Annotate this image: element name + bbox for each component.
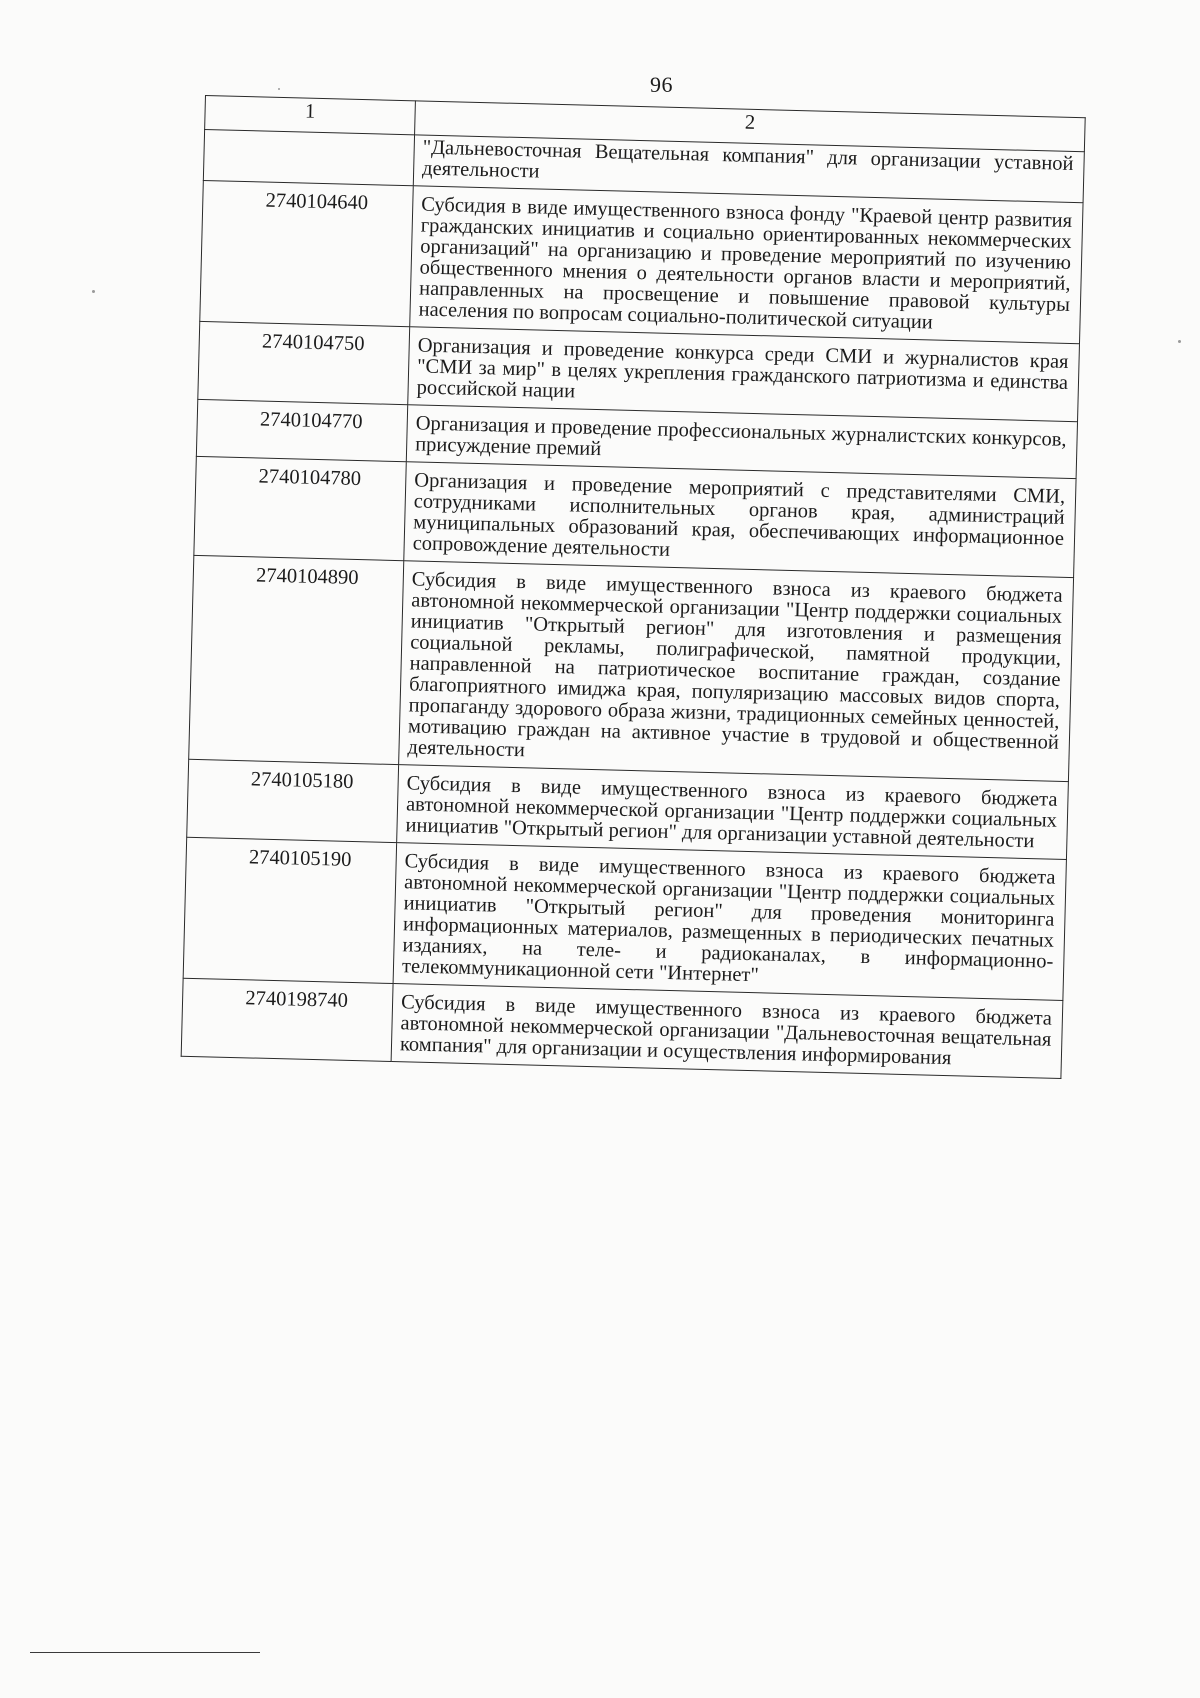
table-row [183,837,1066,1000]
row-code: 2740104780 [194,456,406,560]
row-code: 2740104640 [200,180,414,326]
row-code: 2740104770 [196,399,407,461]
scan-speck [92,290,95,293]
row-description: Субсидия в виде имущественного взноса фонду "Краевой центр развития гражданских инициатив и социально ориентированных некоммерческих организаций" на организацию и проведение мероприятий по изучению общественного мнения о деятельности органов власти и мероприятий, направленных на просвещение и повышение правовой культуры населения по вопросам социально-политической ситуации [410,186,1083,344]
row-description: Субсидия в виде имущественного взноса из краевого бюджета автономной некоммерческой организации "Центр поддержки социальных инициатив "Открытый регион" для организации уставной деятельности [397,765,1069,860]
footnote-rule [30,1652,260,1653]
budget-table-container [181,95,1085,1079]
row-description: Субсидия в виде имущественного взноса из краевого бюджета автономной некоммерческой организации "Центр поддержки социальных инициатив "Открытый регион" для изготовления и размещения социальной рекламы, полиграфической, памятной продукции, направленной на патриотическое воспитание граждан, создание благоприятного имиджа края, популяризацию массовых видов спорта, пропаганду здорового образа жизни, традиционных семейных ценностей, мотивацию граждан на активное участие в трудовой и общественной деятельности [399,561,1074,782]
row-description: Организация и проведение конкурса среди СМИ и журналистов края "СМИ за мир" в целях укрепления гражданского патриотизма и единства российской нации [408,327,1080,422]
row-description: Организация и проведение профессиональных журналистских конкурсов, присуждение премий [406,405,1077,479]
scan-speck [278,88,280,90]
header-col-1: 1 [205,96,416,135]
table-row [200,180,1083,343]
row-code: 2740104890 [189,555,404,764]
row-code [203,130,414,186]
row-code: 2740105180 [187,759,399,842]
row-description: Организация и проведение мероприятий с представителями СМИ, сотрудниками исполнительных органов края, администраций муниципальных образований края, обеспечивающих информационное сопровождение деятельности [404,462,1076,578]
row-description: Субсидия в виде имущественного взноса из краевого бюджета автономной некоммерческой организации "Дальневосточная вещательная компания" для организации и осуществления информирования [391,984,1063,1079]
row-code: 2740104750 [198,321,410,404]
row-code: 2740105190 [183,837,397,983]
header-col-2: 2 [415,101,1086,152]
table-row [189,555,1074,781]
page-number: 96 [650,72,673,97]
scan-speck [1178,340,1181,343]
budget-codes-table [181,95,1086,1079]
row-description: Субсидия в виде имущественного взноса из краевого бюджета автономной некоммерческой организации "Центр поддержки социальных инициатив "Открытый регион" для проведения мониторинга информационных материалов, размещенных в периодических печатных изданиях, на теле- и радиоканалах, в информационно-телекоммуникационной сети "Интернет" [393,843,1066,1001]
row-code: 2740198740 [181,978,393,1061]
row-description: "Дальневосточная Вещательная компания" для организации уставной деятельности [413,135,1084,203]
